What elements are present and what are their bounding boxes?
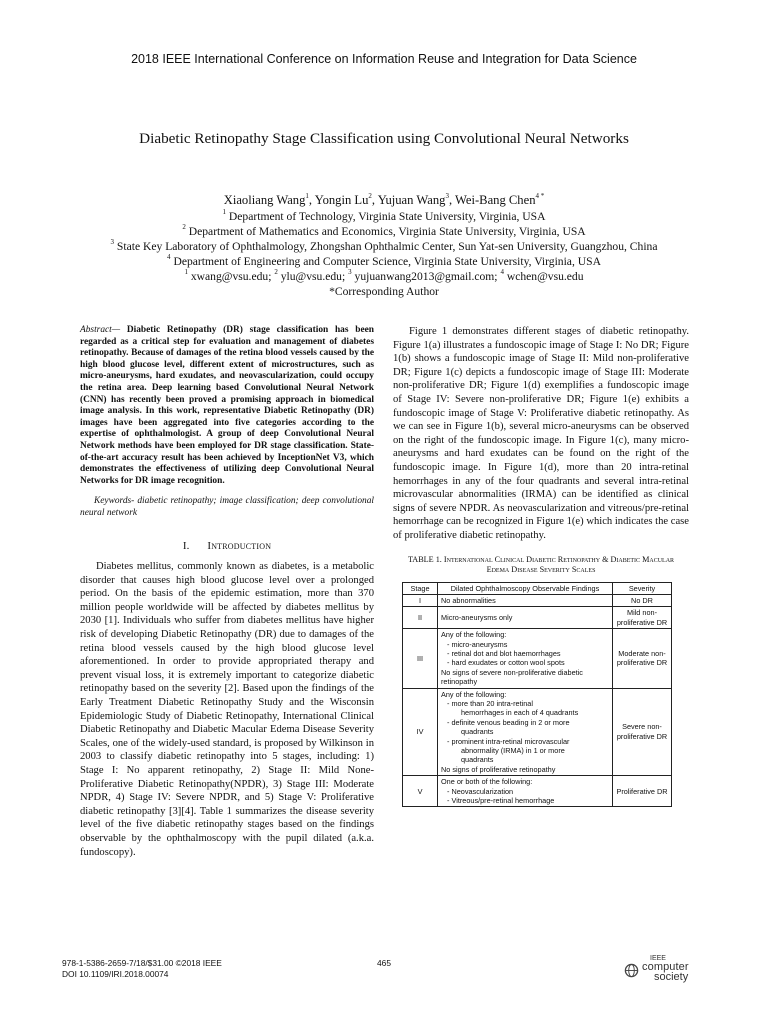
- email-mark: 2: [274, 268, 278, 277]
- section-number: I.: [182, 539, 190, 552]
- figure1-paragraph: Figure 1 demonstrates different stages of diabetic retinopathy. Figure 1(a) illustrates a fundoscopic image of Stage I: No DR; Figure 1(b) shows a fundoscopic image of Stage II: Mild non-proliferative DR; Figure 1(c) depicts a fundoscopic image of Stage III: Moderate non-proliferative DR; Figure 1(d) exemplifies a fundoscopic image of Stage IV: Severe non-proliferative DR; Figure 1(e) exhibits a fundoscopic image of Stage V: Proliferative diabetic retinopathy. As we can see in Figure 1(b), several micro-aneurysms can be observed on the right of the fundoscopic image. In Figure 1(c), many micro-aneurysms and hard exudates can be found on the right of the fundoscopic image. In Figure 1(d), more than 20 intra-retinal hemorrhages in any of the four quadrants and several intra-retinal microvascular abnormalities (IRMA) can be identified as clinical signs of severe NPDR. As neovascularization and vitreous/pre-retinal hemorrhage can be recognized in Figure 1(e) which indicates the case of proliferative diabetic retinopathy.: [393, 326, 689, 541]
- header-stage: Stage: [403, 582, 438, 594]
- author-name: Yongin Lu: [314, 193, 369, 207]
- severity-table: [402, 582, 672, 808]
- severity-cell: Mild non-proliferative DR: [613, 607, 672, 629]
- logo-society-text: society: [654, 971, 689, 983]
- finding-line: quadrants: [461, 755, 494, 765]
- affiliation-mark: 3: [110, 238, 114, 247]
- author-email: wchen@vsu.edu: [506, 270, 584, 283]
- severity-cell: No DR: [613, 594, 672, 606]
- table-body: [403, 594, 672, 807]
- table-row: [403, 607, 672, 629]
- severity-cell: Moderate non-proliferative DR: [613, 629, 672, 688]
- page-number: 465: [377, 958, 391, 968]
- footer-doi: DOI 10.1109/IRI.2018.00074: [62, 969, 169, 979]
- finding-line: - hard exudates or cotton wool spots: [447, 658, 565, 668]
- author-affiliation-mark: 1: [305, 191, 309, 200]
- keywords: Keywords- diabetic retinopathy; image classification; deep convolutional neural network: [80, 496, 374, 518]
- author-name: Wei-Bang Chen: [455, 193, 536, 207]
- finding-line: hemorrhages in each of 4 quadrants: [461, 708, 579, 718]
- stage-cell: II: [403, 607, 438, 629]
- findings-cell: [438, 594, 613, 606]
- table-row: [403, 629, 672, 688]
- finding-line: abnormality (IRMA) in 1 or more: [461, 746, 565, 755]
- finding-line: - micro-aneurysms: [447, 639, 508, 649]
- email-mark: 4: [500, 268, 504, 277]
- author-email: yujuanwang2013@gmail.com;: [354, 270, 498, 283]
- section-title: Introduction: [207, 539, 272, 552]
- author-affiliation-mark: 4 *: [535, 191, 545, 200]
- affiliation-mark: 4: [167, 253, 171, 262]
- email-mark: 1: [184, 268, 188, 277]
- affiliation-text: Department of Engineering and Computer Science, Virginia State University, Virginia, USA: [173, 255, 601, 268]
- finding-line: Any of the following:: [441, 689, 507, 699]
- finding-line: No signs of severe non-proliferative diabetic retinopathy: [441, 667, 583, 687]
- author-emails: [0, 269, 768, 284]
- finding-line: - more than 20 intra-retinal: [447, 698, 533, 708]
- introduction-paragraph: Diabetes mellitus, commonly known as diabetes, is a metabolic disorder that causes high blood glucose level over a prolonged period. On the basis of the epidemic estimation, more than 370 million people worldwide will be affected by diabetes mellitus by 2030 [1]. Individuals who suffer from diabetes mellitus have higher risk of developing Diabetic Retinopathy (DR) due to damages of the retina blood vessels caused by the high blood glucose level aforementioned. In order to provide appropriated therapy and prevent visual loss, it is extremely important to categorize diabetic retinopathy based on the severity [2]. Based upon the findings of the Early Treatment Diabetic Retinopathy Study and the Wisconsin Epidemiologic Study of Diabetic Retinopathy, International Clinical Diabetic Retinopathy and Diabetic Macular Edema Disease Severity Scales, one of the widely-used standard, is proposed by Wilkinson in 2003 to classify diabetic retinopathy into 5 stages, including: 1) Stage I: No apparent retinopathy, 2) Stage II: Mild None-Proliferative Diabetic Retinopathy(NPDR), 3) Stage III: Moderate NPDR, 4) Stage IV: Severe NPDR, and 5) Stage V: Proliferative diabetic retinopathy [3][4]. Table 1 summarizes the disease severity level of the five diabetic retinopathy stages based on the findings observable by the ophthalmoscopy with the pupil dilated (a.k.a. fundoscopy).: [80, 561, 374, 858]
- findings-cell: [438, 607, 613, 629]
- stage-cell: IV: [403, 688, 438, 776]
- author-name: Xiaoliang Wang: [223, 193, 306, 207]
- affiliation-text: Department of Mathematics and Economics, Virginia State University, Virginia, USA: [188, 225, 586, 238]
- finding-line: quadrants: [461, 727, 494, 737]
- logo-computer-text: computer: [642, 961, 689, 973]
- severity-cell: Severe non-proliferative DR: [613, 688, 672, 776]
- finding-line: - Vitreous/pre-retinal hemorrhage: [447, 796, 555, 806]
- email-mark: 3: [348, 268, 352, 277]
- corresponding-author: *Corresponding Author: [329, 285, 439, 298]
- finding-line: One or both of the following:: [441, 777, 533, 787]
- footer-isbn: 978-1-5386-2659-7/18/$31.00 ©2018 IEEE: [62, 958, 222, 968]
- affiliation-line: [0, 254, 768, 269]
- finding-line: Any of the following:: [441, 630, 507, 640]
- author-email: ylu@vsu.edu;: [280, 270, 346, 283]
- table-caption: TABLE 1. International Clinical Diabetic Retinopathy & Diabetic Macular Edema Disease Severity Scales: [407, 554, 675, 574]
- paper-title: Diabetic Retinopathy Stage Classification using Convolutional Neural Networks: [139, 130, 629, 147]
- table-row: [403, 776, 672, 807]
- right-column: [393, 325, 689, 807]
- finding-line: No abnormalities: [441, 595, 496, 605]
- left-column: [80, 325, 374, 859]
- severity-cell: Proliferative DR: [613, 776, 672, 807]
- affiliation-line: [0, 224, 768, 239]
- section-heading-introduction: [80, 540, 374, 554]
- affiliation-text: Department of Technology, Virginia State University, Virginia, USA: [228, 210, 546, 223]
- author-names: Xiaoliang Wang$^1$, Yongin Lu$^2$, Yujuan Wang$^3$, Wei-Bang Chen$^{4 *}$: [223, 191, 545, 207]
- findings-cell: [438, 688, 613, 776]
- table-row: [403, 688, 672, 776]
- author-block: [0, 192, 768, 299]
- abstract: [80, 325, 374, 487]
- ieee-computer-society-logo: [624, 955, 704, 987]
- author-email: xwang@vsu.edu;: [190, 270, 272, 283]
- affiliations: [0, 209, 768, 269]
- affiliation-mark: 2: [182, 223, 186, 232]
- abstract-text: Diabetic Retinopathy (DR) stage classification has been regarded as a critical step for evaluation and management of diabetes retinopathy. Because of damages of the retina blood vessels caused by the high blood glucose level, different extent of microstructures, such as micro-aneurysms, hard exudates, and neovascularization, could occupy the retina area. Deep learning based Convolutional Neural Network (CNN) has recently been proved a promising approach in biomedical image analysis. In this work, representative Diabetic Retinopathy (DR) images have been aggregated into five categories according to the expertise of ophthalmologist. A group of deep Convolutional Neural Network methods have been employed for DR stage classification. State-of-the-art accuracy result has been achieved by InceptionNet V3, which demonstrates the effectiveness of utilizing deep Convolutional Neural Networks for DR image recognition.: [80, 325, 374, 486]
- table-header-row: [403, 582, 672, 594]
- finding-line: - Neovascularization: [447, 786, 514, 796]
- affiliation-text: State Key Laboratory of Ophthalmology, Zhongshan Ophthalmic Center, Sun Yat-sen University, Guangzhou, China: [116, 240, 658, 253]
- abstract-label: Abstract—: [80, 325, 121, 335]
- table-row: [403, 594, 672, 606]
- author-name: Yujuan Wang: [377, 193, 446, 207]
- stage-cell: III: [403, 629, 438, 688]
- finding-line: Micro-aneurysms only: [441, 613, 513, 623]
- author-affiliation-mark: 3: [445, 191, 449, 200]
- affiliation-line: [0, 209, 768, 224]
- finding-line: - prominent intra-retinal microvascular: [447, 736, 570, 746]
- author-affiliation-mark: 2: [368, 191, 372, 200]
- finding-line: - definite venous beading in 2 or more: [447, 717, 570, 727]
- conference-header: 2018 IEEE International Conference on Information Reuse and Integration for Data Science: [131, 52, 637, 66]
- stage-cell: V: [403, 776, 438, 807]
- globe-icon: [624, 963, 639, 978]
- affiliation-line: [0, 239, 768, 254]
- header-findings: Dilated Ophthalmoscopy Observable Findings: [438, 582, 613, 594]
- finding-line: - retinal dot and blot haemorrhages: [447, 648, 561, 658]
- affiliation-mark: 1: [222, 208, 226, 217]
- finding-line: No signs of proliferative retinopathy: [441, 764, 556, 774]
- header-severity: Severity: [613, 582, 672, 594]
- logo-ieee-text: IEEE: [650, 955, 666, 962]
- findings-cell: [438, 629, 613, 688]
- stage-cell: I: [403, 594, 438, 606]
- findings-cell: [438, 776, 613, 807]
